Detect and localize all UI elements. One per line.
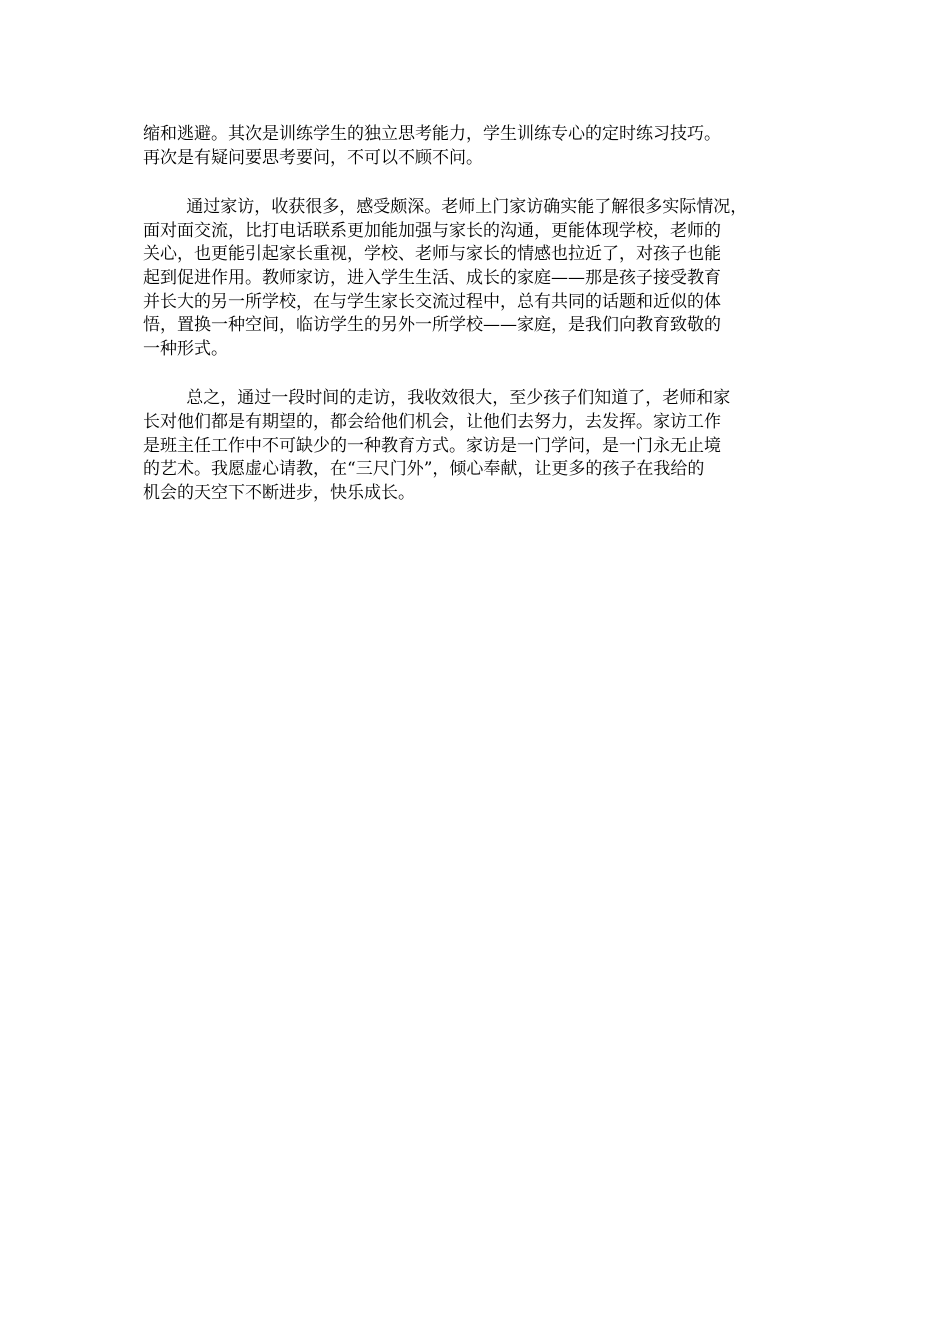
paragraph-2 (143, 196, 823, 361)
text-line: 机会的天空下不断进步，快乐成长。 (143, 482, 415, 503)
text-line: 一种形式。 (143, 338, 228, 359)
text-line: 并长大的另一所学校，在与学生家长交流过程中，总有共同的话题和近似的体 (143, 291, 721, 312)
text-line: 长对他们都是有期望的，都会给他们机会，让他们去努力，去发挥。家访工作 (143, 411, 721, 432)
text-line: 再次是有疑问要思考要问，不可以不顾不问。 (143, 147, 483, 168)
paragraph-3 (143, 387, 823, 505)
text-line: 面对面交流，比打电话联系更加能加强与家长的沟通，更能体现学校，老师的 (143, 220, 721, 241)
text-line: 通过家访，收获很多，感受颇深。老师上门家访确实能了解很多实际情况， (143, 197, 748, 218)
text-line: 关心，也更能引起家长重视，学校、老师与家长的情感也拉近了，对孩子也能 (143, 244, 721, 265)
text-line: 起到促进作用。教师家访，进入学生生活、成长的家庭——那是孩子接受教育 (143, 267, 721, 288)
text-line: 缩和逃避。其次是训练学生的独立思考能力，学生训练专心的定时练习技巧。 (143, 124, 721, 144)
text-line: 悟，置换一种空间，临访学生的另外一所学校——家庭，是我们向教育致敬的 (143, 315, 721, 336)
text-line: 的艺术。我愿虚心请教，在“三尺门外”，倾心奉献，让更多的孩子在我给的 (143, 459, 705, 480)
paragraph-1 (143, 123, 823, 170)
text-line: 是班主任工作中不可缺少的一种教育方式。家访是一门学问，是一门永无止境 (143, 435, 721, 456)
text-line: 总之，通过一段时间的走访，我收效很大，至少孩子们知道了，老师和家 (143, 388, 731, 409)
document-body (143, 123, 823, 531)
